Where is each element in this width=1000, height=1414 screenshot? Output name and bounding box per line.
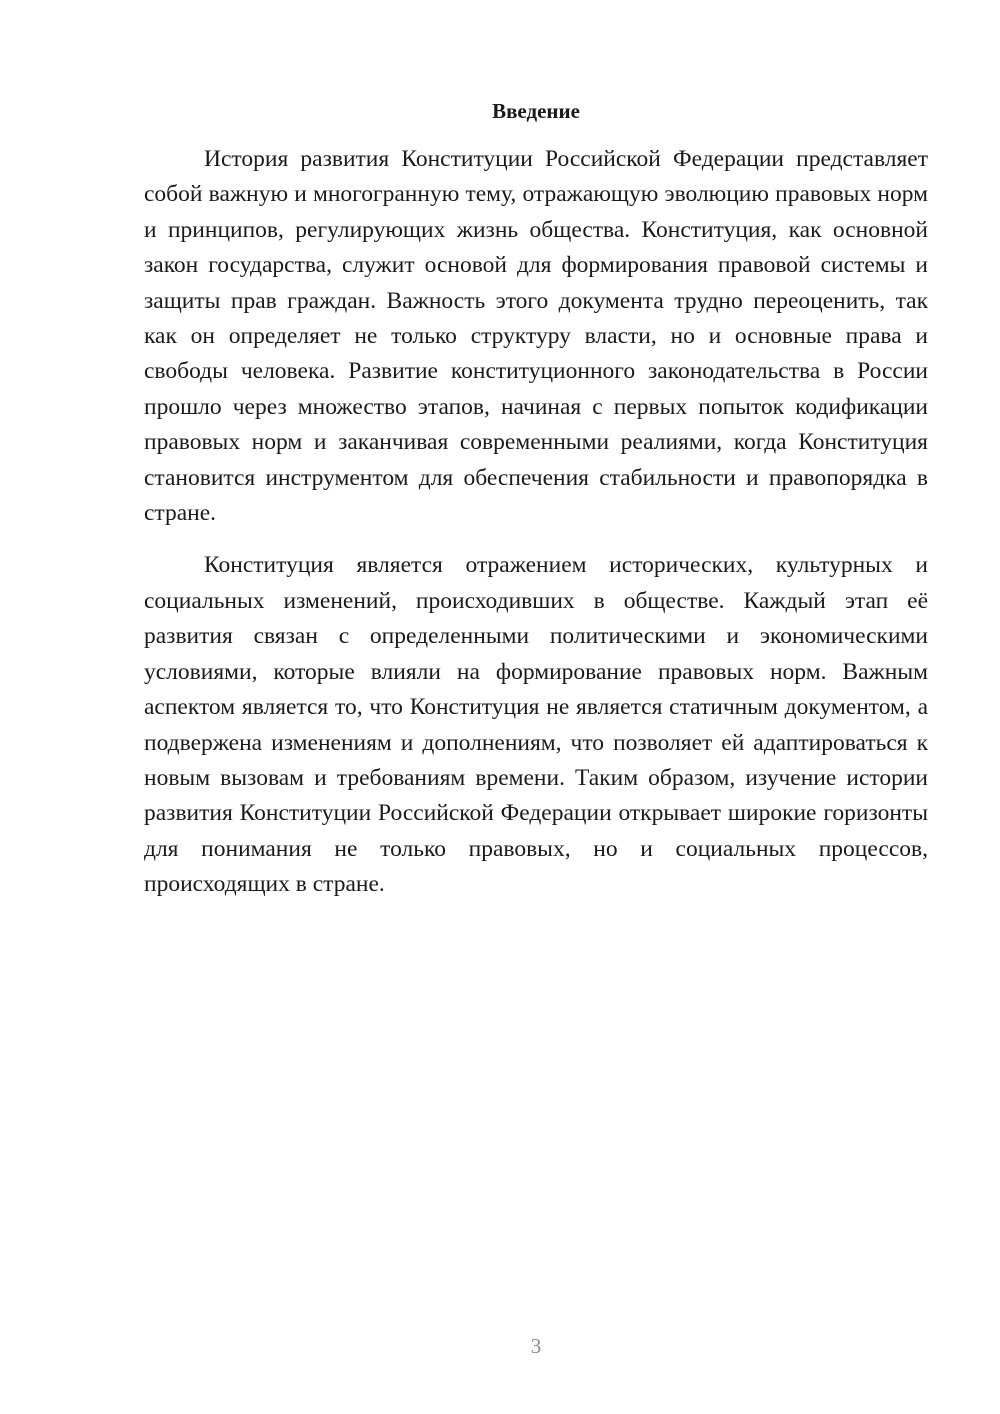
page-number: 3 (530, 1334, 542, 1358)
paragraph-1: История развития Конституции Российской Федерации представляет собой важную и многогранную тему, отражающую эволюцию правовых норм и принципов, регулирующих жизнь общества. Конституция, как основной закон государства, служит основой для формирования правовой системы и защиты прав граждан. Важность этого документа трудно переоценить, так как он определяет не только структуру власти, но и основные права и свободы человека. Развитие конституционного законодательства в России прошло через множество этапов, начиная с первых попыток кодификации правовых норм и заканчивая современными реалиями, когда Конституция становится инструментом для обеспечения стабильности и правопорядка в стране. (144, 146, 928, 527)
section-heading: Введение (492, 99, 580, 123)
body-text (144, 142, 928, 903)
paragraph-2: Конституция является отражением исторических, культурных и социальных изменений, происходивших в обществе. Каждый этап её развития связан с определенными политическими и экономическими условиями, которые влияли на формирование правовых норм. Важным аспектом является то, что Конституция не является статичным документом, а подвержена изменениям и дополнениям, что позволяет ей адаптироваться к новым вызовам и требованиям времени. Таким образом, изучение истории развития Конституции Российской Федерации открывает широкие горизонты для понимания не только правовых, но и социальных процессов, происходящих в стране. (144, 552, 928, 898)
